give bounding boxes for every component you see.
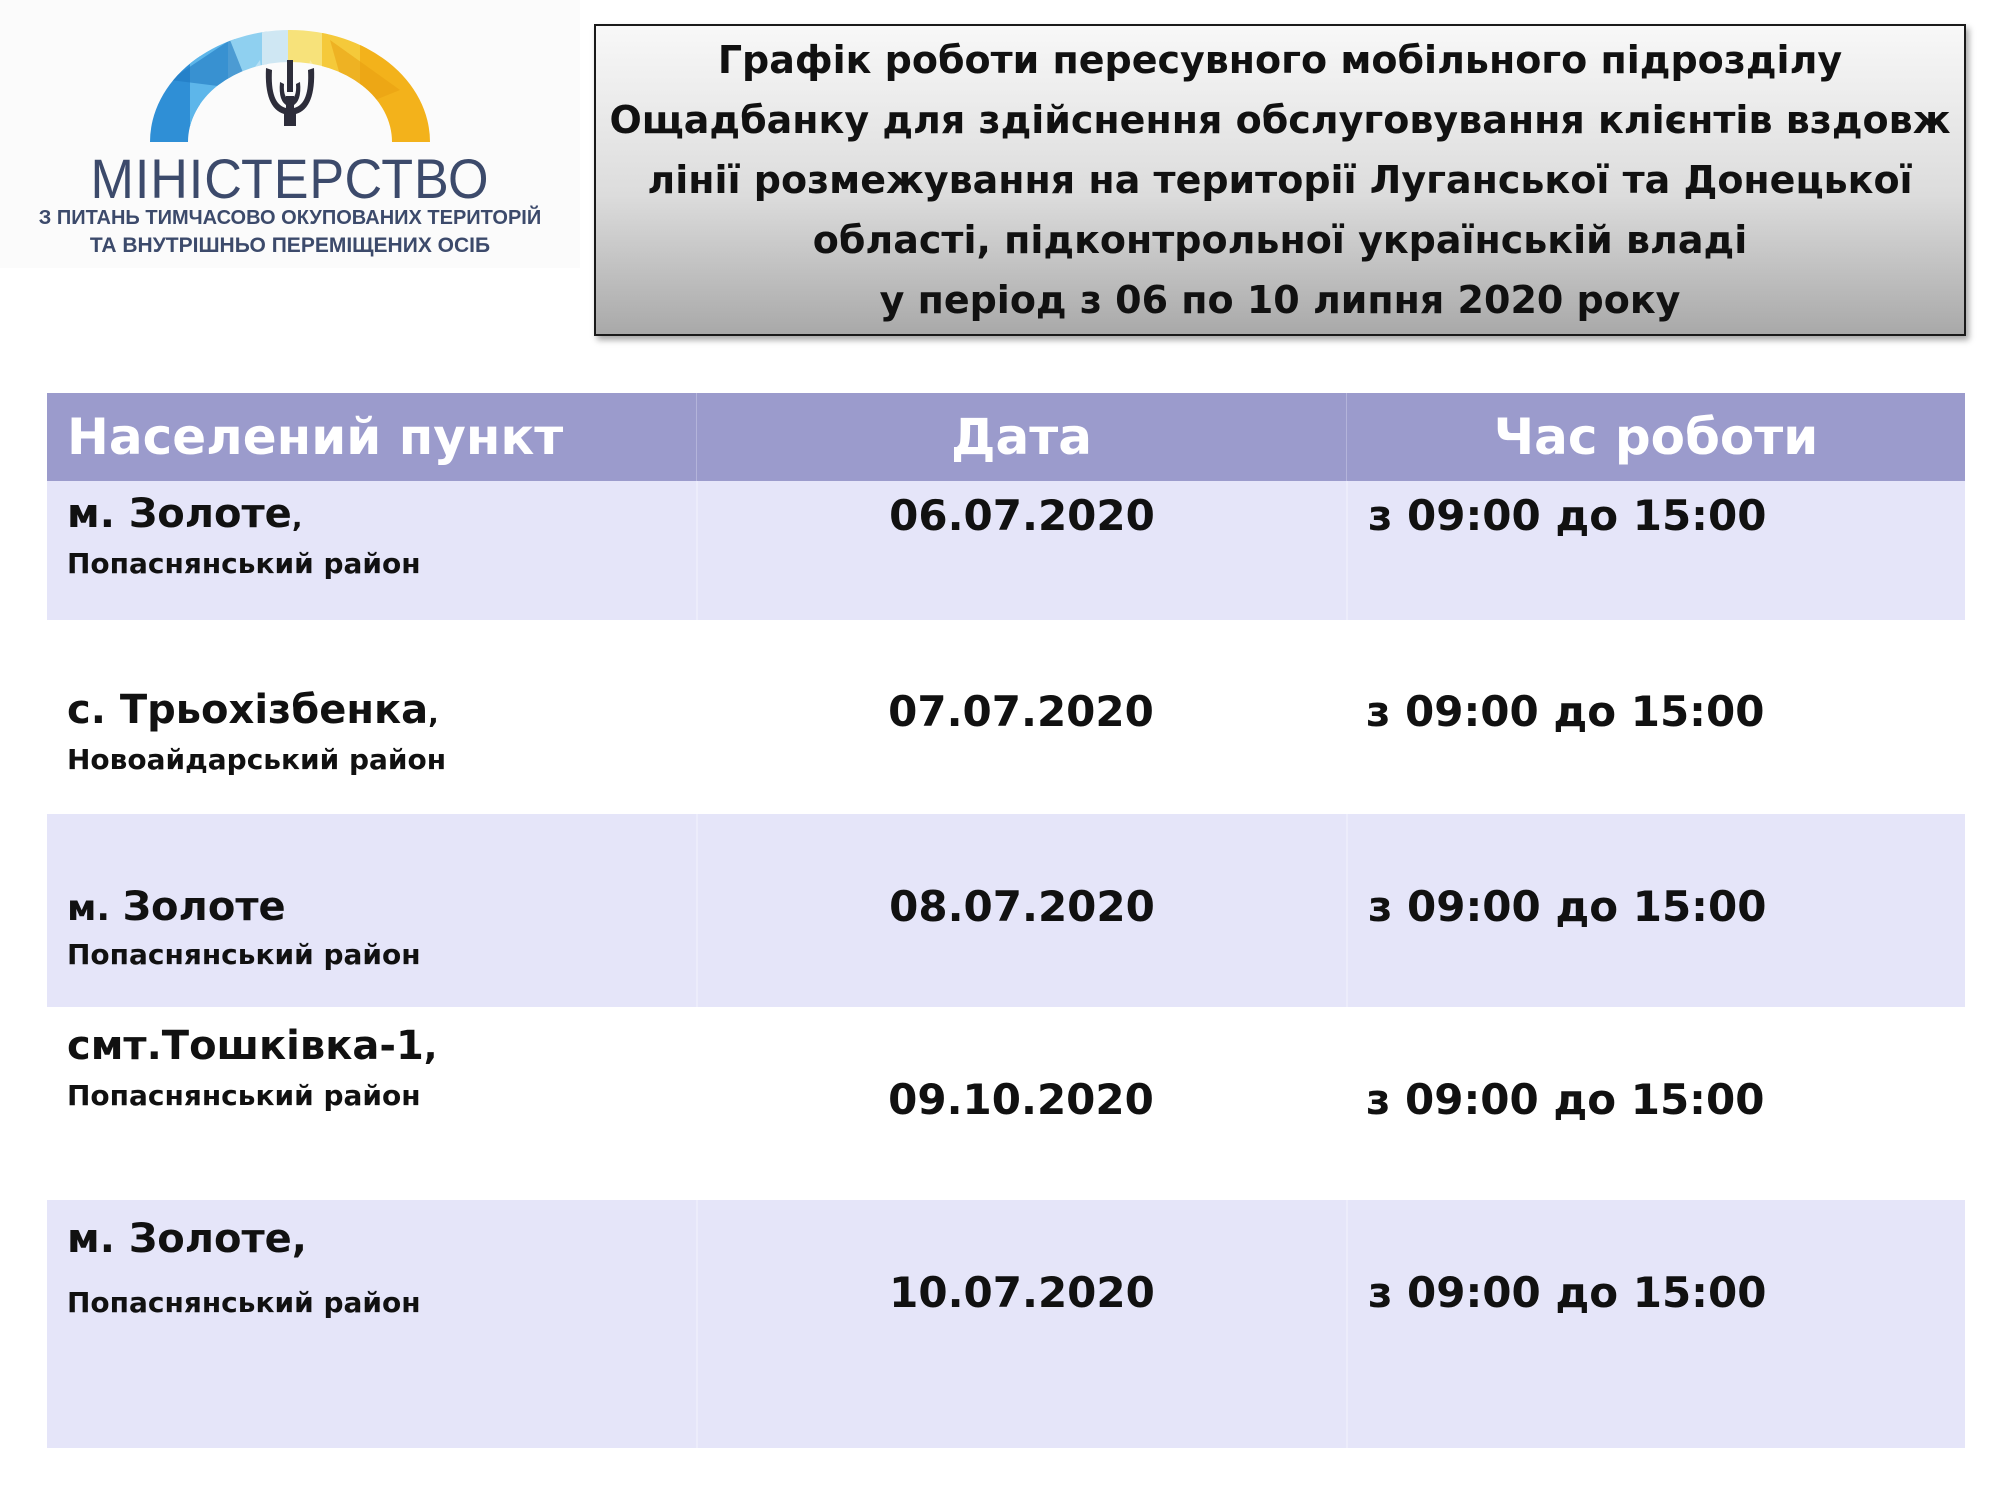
settlement-name: с. Трьохізбенка, [67,687,439,733]
date-value: 09.10.2020 [888,1075,1154,1124]
date-value: 10.07.2020 [889,1268,1155,1317]
date-cell [696,481,1346,620]
title-line-2: Ощадбанку для здійснення обслуговування клієнтів вздовж [609,98,1951,142]
logo-arch [0,0,580,150]
title-box [594,24,1966,336]
settlement-name: м. Золоте, [67,1216,307,1262]
settlement-cell [47,1007,696,1200]
hours-value: з 09:00 до 15:00 [1368,491,1767,540]
table-row [47,814,1965,1007]
ministry-logo [0,0,580,268]
title-line-5: у період з 06 по 10 липня 2020 року [879,278,1681,322]
date-value: 06.07.2020 [889,491,1155,540]
date-cell [696,620,1346,814]
settlement-cell [47,620,696,814]
settlement-name: м. Золоте, [67,491,303,537]
hours-cell [1346,620,1965,814]
schedule-table [47,393,1965,1448]
logo-subtitle-line-1: З ПИТАНЬ ТИМЧАСОВО ОКУПОВАНИХ ТЕРИТОРІЙ [38,207,542,229]
district-name: Попаснянський район [67,1079,421,1112]
district-name: Новоайдарський район [67,743,447,776]
settlement-name: м. Золоте [67,884,286,930]
logo-subtitle-line-2: ТА ВНУТРІШНЬО ПЕРЕМІЩЕНИХ ОСІБ [89,234,491,257]
district-name: Попаснянський район [67,547,421,580]
settlement-name: смт.Тошківка-1, [67,1023,438,1069]
table-row [47,1007,1965,1200]
logo-wordmark: МІНІСТЕРСТВО [90,147,490,210]
hours-value: з 09:00 до 15:00 [1366,1075,1765,1124]
header-working-hours: Час роботи [1346,393,1965,481]
date-cell [696,1200,1346,1448]
date-cell [696,814,1346,1007]
hours-cell [1346,814,1965,1007]
hours-cell [1346,481,1965,620]
settlement-cell [47,1200,696,1448]
table-row [47,481,1965,620]
header-date: Дата [696,393,1346,481]
hours-value: з 09:00 до 15:00 [1368,1268,1767,1317]
title-line-1: Графік роботи пересувного мобільного підрозділу [717,38,1843,82]
date-cell [696,1007,1346,1200]
settlement-cell [47,481,696,620]
table-header [47,393,1965,481]
table-row [47,620,1965,814]
title-line-3: лінії розмежування на території Луганської та Донецької [647,158,1913,202]
hours-value: з 09:00 до 15:00 [1368,882,1767,931]
district-name: Попаснянський район [67,938,421,971]
date-value: 07.07.2020 [888,687,1154,736]
hours-value: з 09:00 до 15:00 [1366,687,1765,736]
date-value: 08.07.2020 [889,882,1155,931]
settlement-cell [47,814,696,1007]
hours-cell [1346,1200,1965,1448]
table-row [47,1200,1965,1448]
district-name: Попаснянський район [67,1286,421,1319]
title-line-4: області, підконтрольної українській владі [812,218,1748,262]
trident-emblem-icon [266,60,314,126]
hours-cell [1346,1007,1965,1200]
header-settlement: Населений пункт [67,408,564,466]
